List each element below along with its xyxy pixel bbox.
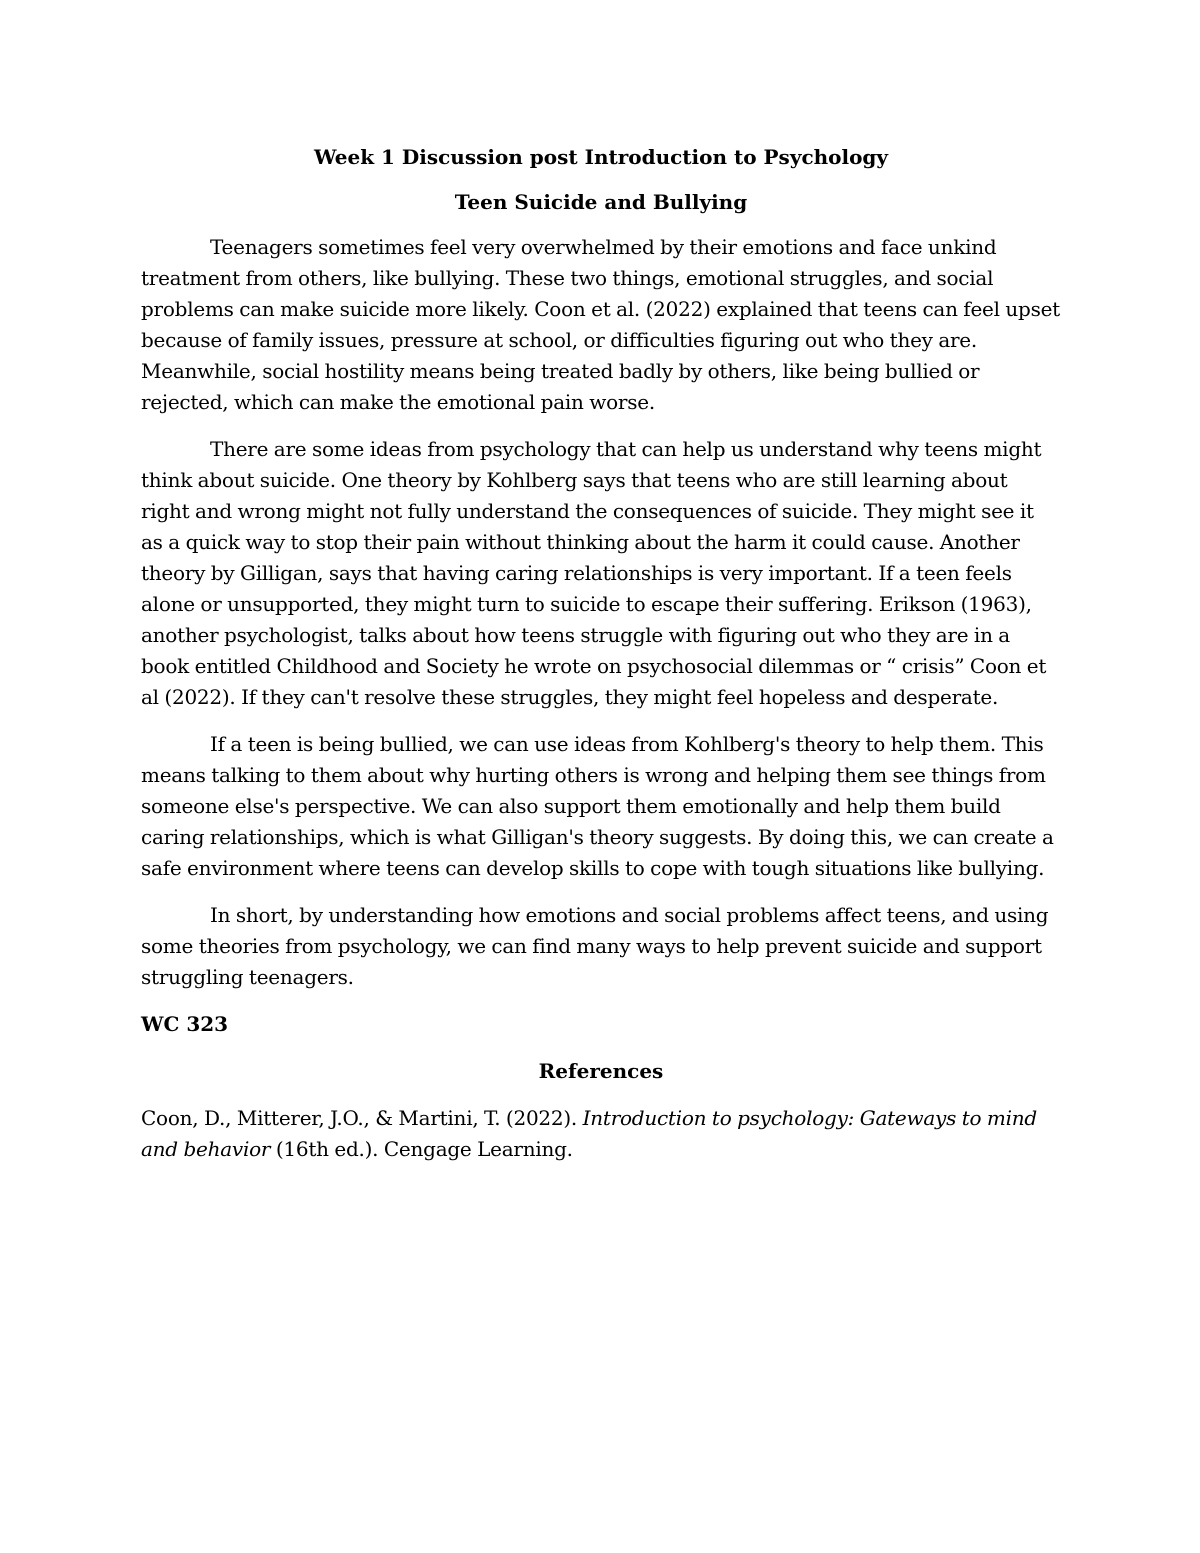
word-count: WC 323 (141, 1012, 229, 1036)
document-title: Week 1 Discussion post Introduction to Psychology (313, 145, 889, 169)
references-heading: References (538, 1059, 664, 1083)
body-paragraph-1: Teenagers sometimes feel very overwhelmed by their emotions and face unkind treatment from others, like bullying. These two things, emotional struggles, and social problems can make suicide more likely. Coon et al. (2022) explained that teens can feel upset because of family issues, pressure at school, or difficulties figuring out who they are. Meanwhile, social hostility means being treated badly by others, like being bullied or rejected, which can make the emotional pain worse. (141, 235, 1060, 414)
document-content (141, 142, 1061, 1165)
reference-book-title: Introduction to psychology: Gateways to mind and behavior (141, 1106, 1037, 1161)
body-paragraph-4: In short, by understanding how emotions and social problems affect teens, and using some theories from psychology, we can find many ways to help prevent suicide and support struggling teenagers. (141, 903, 1049, 989)
reference-authors: Coon, D., Mitterer, J.O., & Martini, T. (2022). (141, 1106, 583, 1130)
body-paragraph-3: If a teen is being bullied, we can use ideas from Kohlberg's theory to help them. This means talking to them about why hurting others is wrong and helping them see things from someone else's perspective. We can also support them emotionally and help them build caring relationships, which is what Gilligan's theory suggests. By doing this, we can create a safe environment where teens can develop skills to cope with tough situations like bullying. (141, 732, 1054, 880)
body-paragraph-2: There are some ideas from psychology that can help us understand why teens might think about suicide. One theory by Kohlberg says that teens who are still learning about right and wrong might not fully understand the consequences of suicide. They might see it as a quick way to stop their pain without thinking about the harm it could cause. Another theory by Gilligan, says that having caring relationships is very important. If a teen feels alone or unsupported, they might turn to suicide to escape their suffering. Erikson (1963), another psychologist, talks about how teens struggle with figuring out who they are in a book entitled Childhood and Society he wrote on psychosocial dilemmas or “ crisis” Coon et al (2022). If they can't resolve these struggles, they might feel hopeless and desperate. (141, 437, 1047, 709)
reference-publisher: (16th ed.). Cengage Learning. (270, 1137, 573, 1161)
reference-entry (141, 1103, 1061, 1165)
document-subtitle: Teen Suicide and Bullying (454, 190, 748, 214)
